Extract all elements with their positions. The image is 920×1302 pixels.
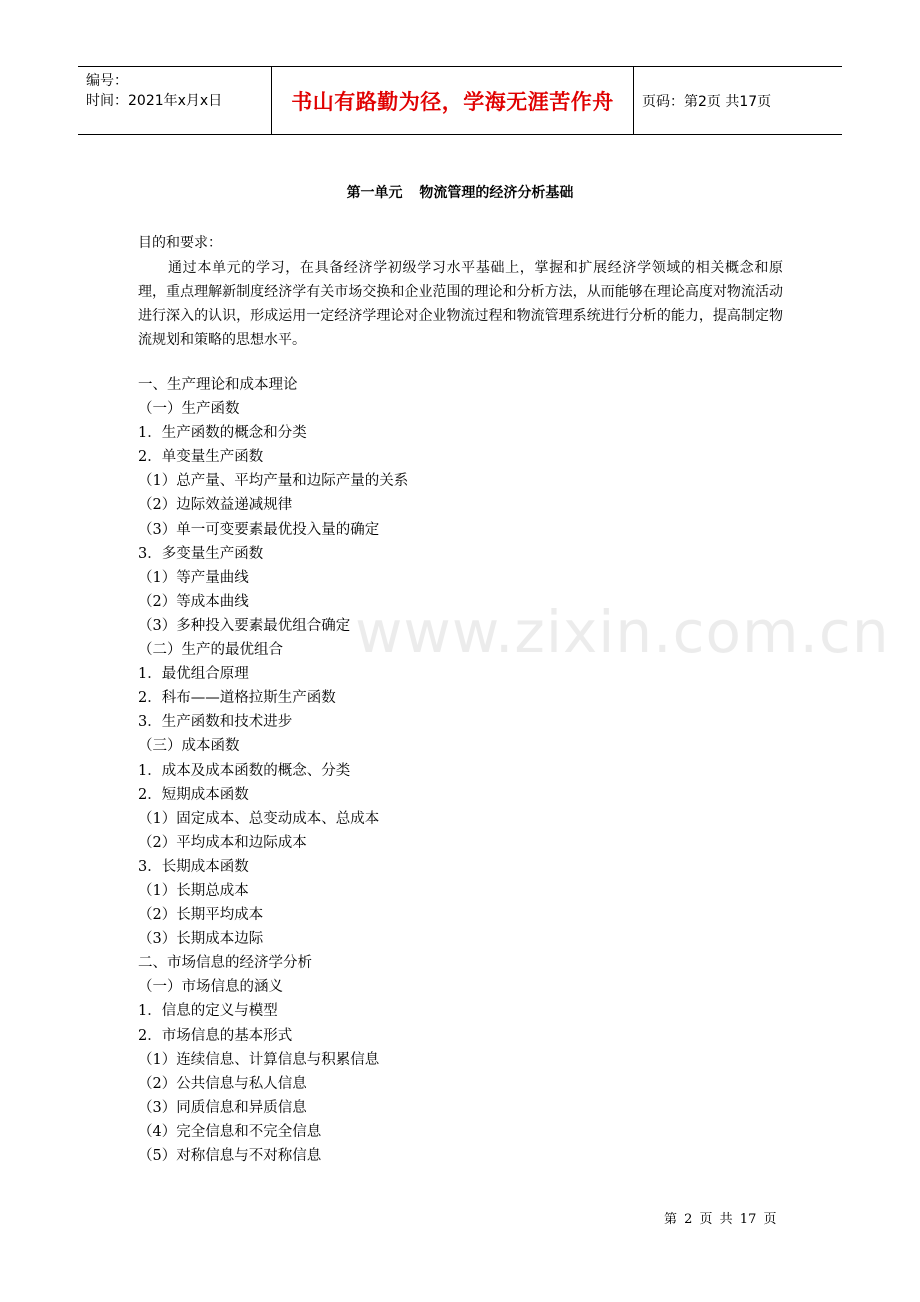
- outline-item: 1．信息的定义与模型: [138, 1003, 278, 1020]
- outline-item: （一）市场信息的涵义: [138, 979, 283, 996]
- outline-item: 2．市场信息的基本形式: [138, 1027, 293, 1044]
- outline-item: （2）等成本曲线: [138, 593, 249, 610]
- page-footer: 第 2 页 共 17 页: [664, 1212, 777, 1227]
- number-label: 编号：: [86, 73, 128, 89]
- outline-item: （1）长期总成本: [138, 882, 249, 899]
- outline-item: （3）同质信息和异质信息: [138, 1099, 307, 1116]
- outline-item: （4）完全信息和不完全信息: [138, 1123, 322, 1140]
- outline-item: （2）平均成本和边际成本: [138, 834, 307, 851]
- purpose-label: 目的和要求：: [138, 235, 222, 251]
- purpose-paragraph: 通过本单元的学习，在具备经济学初级学习水平基础上，掌握和扩展经济学领域的相关概念和原理，重点理解新制度经济学有关市场交换和企业范围的理论和分析方法，从而能够在理论高度对物流活动进行深入的认识，形成运用一定经济学理论对企业物流过程和物流管理系统进行分析的能力，提高制定物流规划和策略的思想水平。: [138, 260, 783, 348]
- time-label: 时间：2021年x月x日: [86, 93, 223, 109]
- outline-item: 2．短期成本函数: [138, 786, 249, 803]
- outline-item: （一）生产函数: [138, 401, 240, 418]
- outline-item: （2）公共信息与私人信息: [138, 1075, 307, 1092]
- outline-item: 2．单变量生产函数: [138, 449, 264, 466]
- outline-item: 1．生产函数的概念和分类: [138, 425, 307, 442]
- outline-item: （1）固定成本、总变动成本、总成本: [138, 810, 380, 827]
- document-header: [78, 66, 842, 135]
- outline-item: （1）总产量、平均产量和边际产量的关系: [138, 473, 409, 490]
- watermark: www.zixin.com.cn: [355, 598, 890, 666]
- outline-item: （2）边际效益递减规律: [138, 497, 293, 514]
- outline-item: 1．最优组合原理: [138, 666, 249, 683]
- outline-item: 二、市场信息的经济学分析: [138, 955, 312, 972]
- outline-item: 3．长期成本函数: [138, 858, 249, 875]
- outline-item: （3）单一可变要素最优投入量的确定: [138, 521, 380, 538]
- page-title: 第一单元 物流管理的经济分析基础: [346, 185, 574, 201]
- outline-item: （2）长期平均成本: [138, 907, 264, 924]
- header-meta-cell: [78, 67, 272, 134]
- outline-item: 1．成本及成本函数的概念、分类: [138, 762, 351, 779]
- header-motto: 书山有路勤为径，学海无涯苦作舟: [272, 67, 634, 134]
- outline-item: （三）成本函数: [138, 738, 240, 755]
- outline-item: 3．生产函数和技术进步: [138, 714, 293, 731]
- outline-item: 一、生产理论和成本理论: [138, 377, 298, 393]
- outline-item: 2．科布——道格拉斯生产函数: [138, 690, 336, 707]
- outline-item: （3）长期成本边际: [138, 931, 264, 948]
- header-page-info: 页码：第2页 共17页: [642, 93, 772, 110]
- outline-item: 3．多变量生产函数: [138, 545, 264, 562]
- outline-item: （3）多种投入要素最优组合确定: [138, 617, 351, 634]
- outline-item: （二）生产的最优组合: [138, 642, 283, 659]
- outline-item: （5）对称信息与不对称信息: [138, 1148, 322, 1164]
- outline-item: （1）等产量曲线: [138, 569, 249, 586]
- outline-list: [138, 373, 788, 1168]
- outline-item: （1）连续信息、计算信息与积累信息: [138, 1051, 380, 1068]
